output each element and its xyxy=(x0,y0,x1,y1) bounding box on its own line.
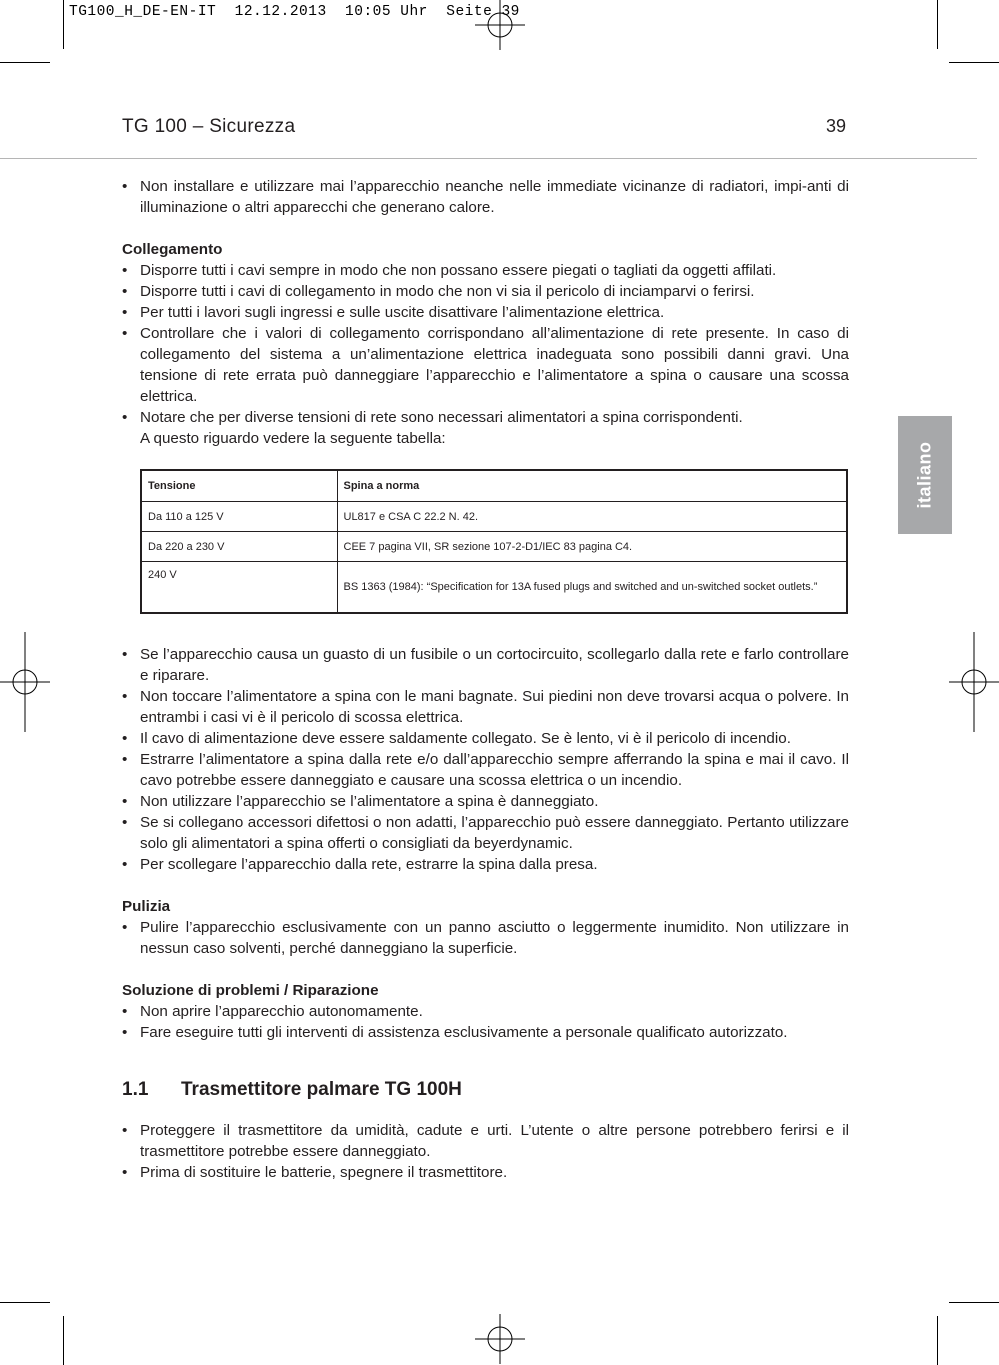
list-item: • Se l’apparecchio causa un guasto di un fusibile o un cortocircuito, scollegarlo dalla rete e farlo controllare e riparare. xyxy=(122,644,849,686)
main-content xyxy=(122,176,849,1183)
list-item: • Non aprire l’apparecchio autonomamente. xyxy=(122,1001,849,1022)
list-item: • Fare eseguire tutti gli interventi di assistenza esclusivamente a personale qualificato autorizzato. xyxy=(122,1022,849,1043)
crop-mark xyxy=(0,62,50,63)
transmitter-list xyxy=(122,1120,849,1183)
table-header-cell: Tensione xyxy=(141,470,337,502)
registration-mark-icon xyxy=(475,0,525,50)
list-item: • Per scollegare l’apparecchio dalla rete, estrarre la spina dalla presa. xyxy=(122,854,849,875)
crop-mark xyxy=(63,0,64,49)
table-cell: 240 V xyxy=(141,562,337,614)
safety-list xyxy=(122,644,849,875)
plug-standards-table xyxy=(140,469,848,614)
section-heading-soluzione: Soluzione di problemi / Riparazione xyxy=(122,982,379,999)
registration-mark-icon xyxy=(475,1314,525,1364)
table-cell: BS 1363 (1984): “Specification for 13A fused plugs and switched and un-switched socket outlets.” xyxy=(337,562,847,614)
table-row xyxy=(141,562,847,614)
print-slug: TG100_H_DE-EN-IT 12.12.2013 10:05 Uhr Seite 39 xyxy=(69,4,520,20)
header-divider xyxy=(0,158,977,159)
language-tab-label: italiano xyxy=(914,441,935,509)
list-item: • Il cavo di alimentazione deve essere saldamente collegato. Se è lento, vi è il pericolo di incendio. xyxy=(122,728,849,749)
list-item: • Disporre tutti i cavi sempre in modo che non possano essere piegati o tagliati da oggetti affilati. xyxy=(122,260,849,281)
crop-mark xyxy=(0,1302,50,1303)
list-item: • Pulire l’apparecchio esclusivamente con un panno asciutto o leggermente inumidito. Non utilizzare in nessun caso solventi, perché danneggiano la superficie. xyxy=(122,917,849,959)
registration-mark-icon xyxy=(0,632,50,732)
list-item: • Estrarre l’alimentatore a spina dalla rete e/o dall’apparecchio sempre afferrando la spina e mai il cavo. Il cavo potrebbe essere danneggiato e causare una scossa elettrica o un incendio. xyxy=(122,749,849,791)
table-cell: UL817 e CSA C 22.2 N. 42. xyxy=(337,502,847,532)
table-row xyxy=(141,532,847,562)
page-title: TG 100 – Sicurezza xyxy=(122,116,296,137)
crop-mark xyxy=(63,1316,64,1365)
list-item: • Disporre tutti i cavi di collegamento in modo che non vi sia il pericolo di inciamparvi o ferirsi. xyxy=(122,281,849,302)
registration-mark-icon xyxy=(949,632,999,732)
section-number: 1.1 xyxy=(122,1079,149,1100)
crop-mark xyxy=(937,1316,938,1365)
section-heading-collegamento: Collegamento xyxy=(122,241,223,258)
list-item xyxy=(122,407,849,449)
list-item: • Non toccare l’alimentatore a spina con le mani bagnate. Sui piedini non deve trovarsi acqua o polvere. In entrambi i casi vi è il pericolo di scossa elettrica. xyxy=(122,686,849,728)
pulizia-list xyxy=(122,917,849,959)
crop-mark xyxy=(937,0,938,49)
crop-mark xyxy=(949,62,999,63)
table-cell: Da 110 a 125 V xyxy=(141,502,337,532)
collegamento-list xyxy=(122,260,849,449)
list-item: • Controllare che i valori di collegamento corrispondano all’alimentazione di rete presente. In caso di collegamento del sistema a un’alimentazione elettrica inadeguata sono possibili danni gravi. Una tensione di rete errata può danneggiare l’apparecchio e l’alimentatore a spina o causare una scossa elettrica. xyxy=(122,323,849,407)
table-cell: Da 220 a 230 V xyxy=(141,532,337,562)
table-row xyxy=(141,502,847,532)
section-title: Trasmettitore palmare TG 100H xyxy=(181,1079,462,1100)
crop-mark xyxy=(949,1302,999,1303)
list-item-text: Notare che per diverse tensioni di rete sono necessari alimentatori a spina corrispondenti. xyxy=(140,409,743,426)
section-heading-pulizia: Pulizia xyxy=(122,898,171,915)
table-header-row xyxy=(141,470,847,502)
intro-list xyxy=(122,176,849,218)
list-item: • Prima di sostituire le batterie, spegnere il trasmettitore. xyxy=(122,1162,849,1183)
list-item: • Non installare e utilizzare mai l’apparecchio neanche nelle immediate vicinanze di radiatori, impi-anti di illuminazione o altri apparecchi che generano calore. xyxy=(122,176,849,218)
list-item: • Se si collegano accessori difettosi o non adatti, l’apparecchio può essere danneggiato. Pertanto utilizzare solo gli alimentatori a spina offerti o consigliati da beyerdynamic. xyxy=(122,812,849,854)
list-item: • Per tutti i lavori sugli ingressi e sulle uscite disattivare l’alimentazione elettrica. xyxy=(122,302,849,323)
table-cell: CEE 7 pagina VII, SR sezione 107-2-D1/IEC 83 pagina C4. xyxy=(337,532,847,562)
list-item-continuation: A questo riguardo vedere la seguente tabella: xyxy=(140,430,446,447)
list-item: • Proteggere il trasmettitore da umidità, cadute e urti. L’utente o altre persone potrebbero ferirsi e il trasmettitore potrebbe essere danneggiato. xyxy=(122,1120,849,1162)
list-item: • Non utilizzare l’apparecchio se l’alimentatore a spina è danneggiato. xyxy=(122,791,849,812)
section-heading-1-1 xyxy=(122,1079,849,1100)
soluzione-list xyxy=(122,1001,849,1043)
page-number: 39 xyxy=(826,116,847,136)
language-tab xyxy=(898,416,952,534)
table-header-cell: Spina a norma xyxy=(337,470,847,502)
